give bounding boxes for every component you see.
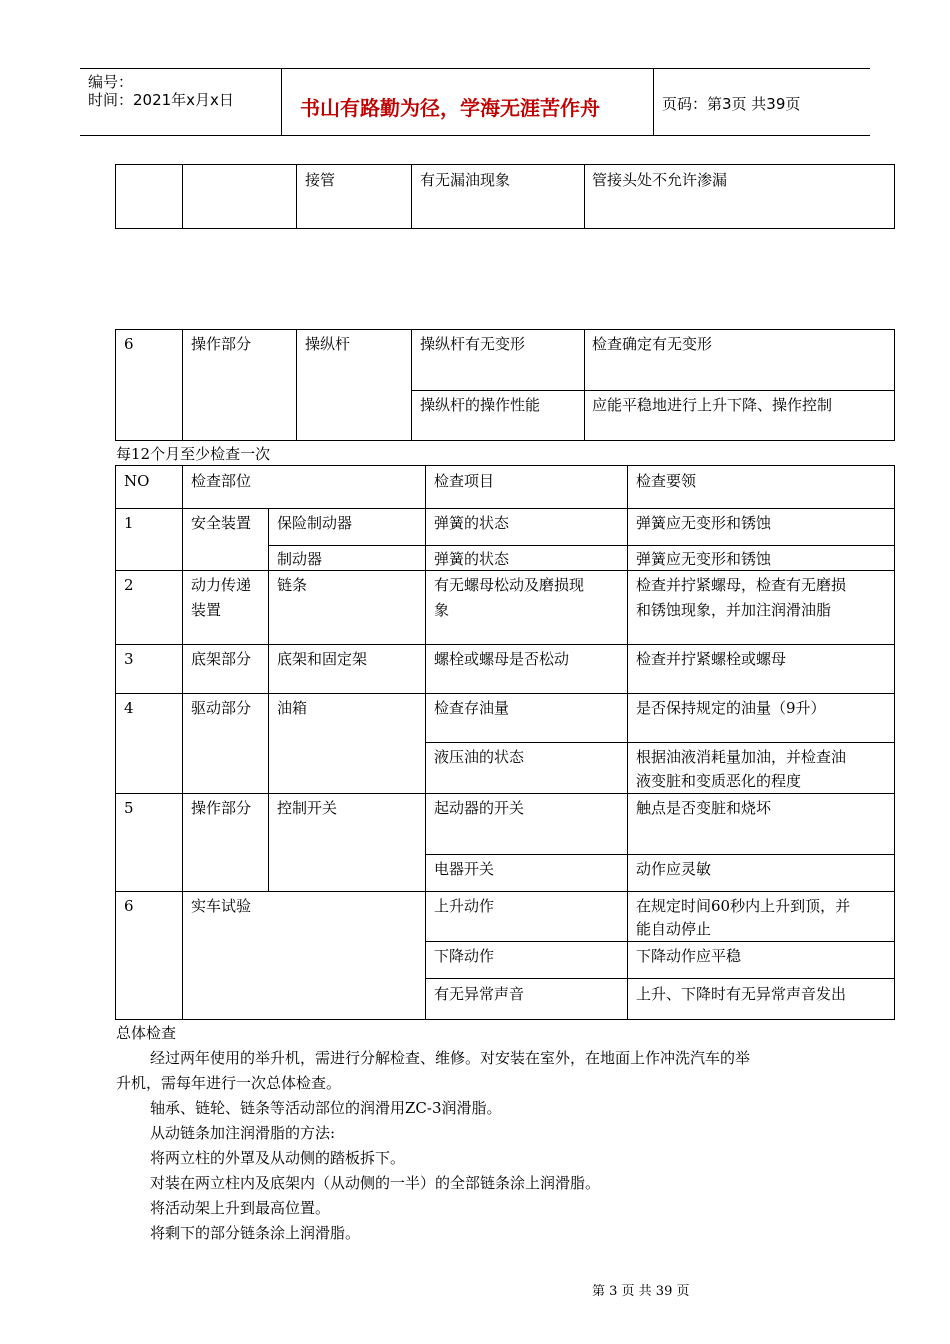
time-label: 时间：2021年x月x日 xyxy=(88,91,234,109)
overall-p1-line2: 升机，需每年进行一次总体检查。 xyxy=(116,1074,342,1092)
overall-title: 总体检查 xyxy=(116,1024,177,1042)
overall-p1-line1: 经过两年使用的举升机，需进行分解检查、维修。对安装在室外，在地面上作冲洗汽车的举 xyxy=(150,1049,751,1067)
header-item: 检查项目 xyxy=(434,472,495,490)
r1-part: 安全装置 xyxy=(191,514,252,532)
overall-p7: 将剩下的部分链条涂上润滑脂。 xyxy=(150,1224,361,1242)
header-top-rule xyxy=(80,68,870,69)
r4-no: 4 xyxy=(124,699,134,717)
r6-no: 6 xyxy=(124,897,134,915)
r2-method-line2: 和锈蚀现象，并加注润滑油脂 xyxy=(636,601,832,619)
r3-sub: 底架和固定架 xyxy=(277,650,368,668)
overall-p6: 将活动架上升到最高位置。 xyxy=(150,1199,331,1217)
cell-item: 操纵杆的操作性能 xyxy=(420,396,541,414)
r6-method2: 下降动作应平稳 xyxy=(636,947,742,965)
r5-part: 操作部分 xyxy=(191,799,252,817)
r3-item: 螺栓或螺母是否松动 xyxy=(434,650,570,668)
r5-item2: 电器开关 xyxy=(434,860,495,878)
cell-item: 有无漏油现象 xyxy=(420,171,511,189)
r4-item2: 液压油的状态 xyxy=(434,748,525,766)
overall-p5: 对装在两立柱内及底架内（从动侧的一半）的全部链条涂上润滑脂。 xyxy=(150,1174,601,1192)
r6-method1-line2: 能自动停止 xyxy=(636,920,712,938)
header-part: 检查部位 xyxy=(191,472,252,490)
cell-method: 管接头处不允许渗漏 xyxy=(592,171,728,189)
cell-method: 检查确定有无变形 xyxy=(592,335,713,353)
page-footer: 第 3 页 共 39 页 xyxy=(592,1284,690,1299)
overall-p4: 将两立柱的外罩及从动侧的踏板拆下。 xyxy=(150,1149,406,1167)
r2-item-line1: 有无螺母松动及磨损现 xyxy=(434,576,585,594)
cell-item: 操纵杆有无变形 xyxy=(420,335,526,353)
r2-part-line2: 装置 xyxy=(191,601,222,619)
overall-p3: 从动链条加注润滑脂的方法: xyxy=(150,1124,336,1142)
r4-method2-line2: 液变脏和变质恶化的程度 xyxy=(636,772,802,790)
r1-sub2: 制动器 xyxy=(277,550,323,568)
r2-part-line1: 动力传递 xyxy=(191,576,252,594)
r6-method1-line1: 在规定时间60秒内上升到顶，并 xyxy=(636,897,851,915)
section-title: 每12个月至少检查一次 xyxy=(116,445,271,463)
r1-sub1: 保险制动器 xyxy=(277,514,353,532)
r5-sub: 控制开关 xyxy=(277,799,338,817)
r1-method2: 弹簧应无变形和锈蚀 xyxy=(636,550,772,568)
r3-no: 3 xyxy=(124,650,134,668)
r5-item1: 起动器的开关 xyxy=(434,799,525,817)
header-method: 检查要领 xyxy=(636,472,697,490)
r2-method-line1: 检查并拧紧螺母，检查有无磨损 xyxy=(636,576,847,594)
r6-method3: 上升、下降时有无异常声音发出 xyxy=(636,985,847,1003)
motto: 书山有路勤为径，学海无涯苦作舟 xyxy=(300,96,600,120)
cell-no: 6 xyxy=(124,335,134,353)
r6-item1: 上升动作 xyxy=(434,897,495,915)
r2-no: 2 xyxy=(124,576,134,594)
r4-method2-line1: 根据油液消耗量加油，并检查油 xyxy=(636,748,847,766)
r1-no: 1 xyxy=(124,514,134,532)
serial-label: 编号： xyxy=(88,73,134,91)
r5-method1: 触点是否变脏和烧坏 xyxy=(636,799,772,817)
r6-part: 实车试验 xyxy=(191,897,252,915)
r2-sub: 链条 xyxy=(277,576,308,594)
cell-part: 操作部分 xyxy=(191,335,252,353)
overall-p2: 轴承、链轮、链条等活动部位的润滑用ZC-3润滑脂。 xyxy=(150,1099,502,1117)
r6-item2: 下降动作 xyxy=(434,947,495,965)
cell-sub: 接管 xyxy=(305,171,336,189)
r4-method1: 是否保持规定的油量（9升） xyxy=(636,699,826,717)
r3-part: 底架部分 xyxy=(191,650,252,668)
header-divider-right xyxy=(653,68,654,135)
r6-item3: 有无异常声音 xyxy=(434,985,525,1003)
r5-method2: 动作应灵敏 xyxy=(636,860,712,878)
r1-method1: 弹簧应无变形和锈蚀 xyxy=(636,514,772,532)
r5-no: 5 xyxy=(124,799,134,817)
r4-part: 驱动部分 xyxy=(191,699,252,717)
header-no: NO xyxy=(124,472,150,490)
r4-item1: 检查存油量 xyxy=(434,699,510,717)
r1-item1: 弹簧的状态 xyxy=(434,514,510,532)
r4-sub: 油箱 xyxy=(277,699,308,717)
header-bottom-rule xyxy=(80,135,870,136)
page-code: 页码：第3页 共39页 xyxy=(662,95,801,113)
cell-sub: 操纵杆 xyxy=(305,335,351,353)
r1-item2: 弹簧的状态 xyxy=(434,550,510,568)
header-divider-left xyxy=(281,68,282,135)
r3-method: 检查并拧紧螺栓或螺母 xyxy=(636,650,787,668)
r2-item-line2: 象 xyxy=(434,601,450,619)
cell-method: 应能平稳地进行上升下降、操作控制 xyxy=(592,396,833,414)
